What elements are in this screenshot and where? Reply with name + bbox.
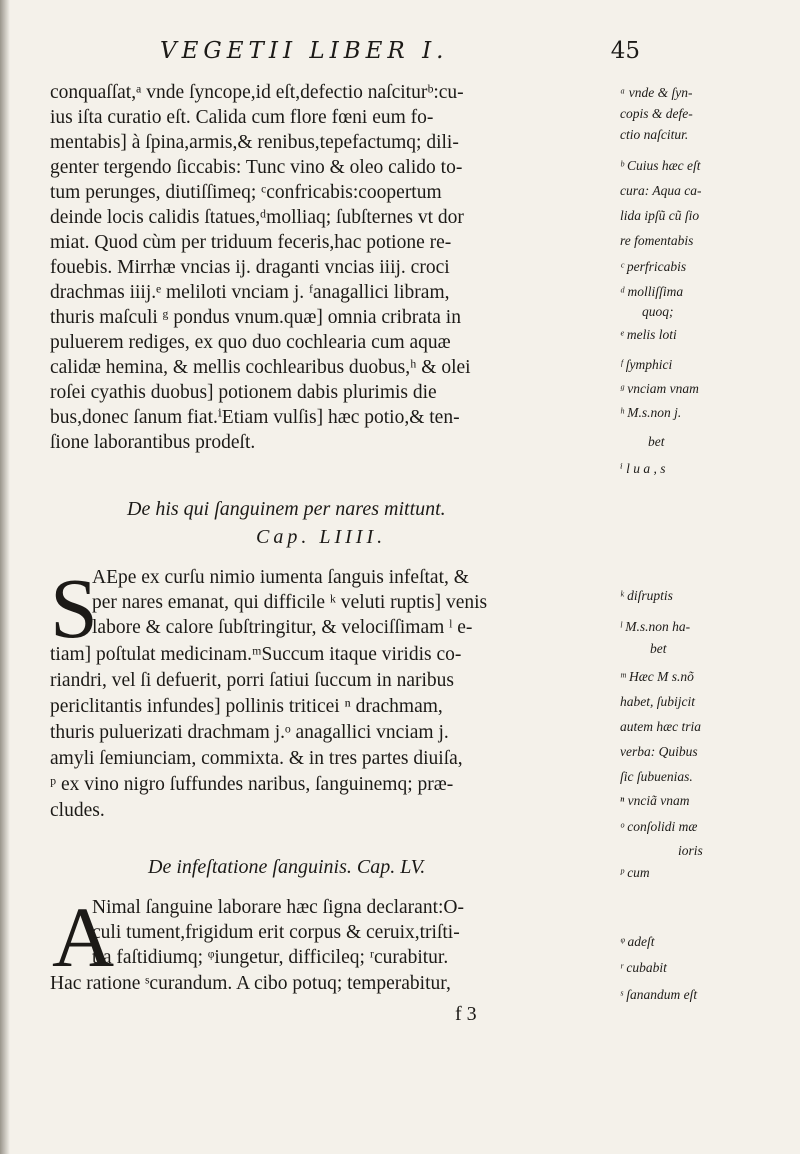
margin-note: ctio naſcitur.	[620, 127, 689, 142]
margin-note: ⁿ vnciã vnam	[620, 793, 690, 808]
margin-note: ʳ cubabit	[620, 960, 667, 975]
text-line: deinde locis calidis ſtatues,ᵈmolliaq; ſubſternes vt dor	[50, 207, 464, 228]
margin-note: ˡ M.s.non ha-	[620, 619, 691, 634]
text-line: Nimal ſanguine laborare hæc ſigna declarant:O-	[92, 897, 464, 918]
text-line: calidæ hemina, & mellis cochlearibus duobus,ʰ & olei	[50, 357, 471, 378]
text-line: thuris puluerizati drachmam j.ᵒ anagallici vnciam j.	[50, 722, 449, 743]
margin-note: copis & defe-	[620, 106, 693, 121]
margin-note: ᵍ vnciam vnam	[620, 381, 699, 396]
margin-note: ᵏ diſruptis	[620, 588, 673, 603]
running-header	[160, 38, 640, 68]
margin-note: bet	[648, 434, 665, 449]
text-line: roſei cyathis duobus] potionem dabis plurimis die	[50, 382, 437, 403]
chapter-heading: De his qui ſanguinem per nares mittunt.	[127, 498, 446, 520]
margin-note: ſic ſubuenias.	[620, 769, 693, 784]
margin-note: quoq;	[642, 304, 674, 319]
margin-note: ᵖ cum	[620, 865, 650, 880]
text-line: culi tument,frigidum erit corpus & ceruix,triſti-	[92, 922, 460, 943]
text-line: tiam] poſtulat medicinam.ᵐSuccum itaque viridis co-	[50, 644, 462, 665]
margin-note: ʰ M.s.non j.	[620, 405, 682, 420]
margin-note: lida ipſũ cũ ſio	[620, 208, 700, 223]
text-line: riandri, vel ſi defuerit, porri ſatiui ſuccum in naribus	[50, 670, 454, 691]
margin-note: ioris	[678, 843, 703, 858]
margin-note: ᵒ conſolidi mæ	[620, 819, 698, 834]
text-line: periclitantis infundes] pollinis triticei ⁿ drachmam,	[50, 696, 443, 717]
margin-note: ᵇ Cuius hæc eſt	[620, 158, 701, 173]
text-line: genter tergendo ſiccabis: Tunc vino & oleo calido to-	[50, 157, 463, 178]
margin-note: re fomentabis	[620, 233, 694, 248]
chapter-heading: De infeſtatione ſanguinis. Cap. LV.	[148, 856, 426, 878]
text-line: AEpe ex curſu nimio iumenta ſanguis infeſtat, &	[92, 567, 469, 588]
text-line: Hac ratione ˢcurandum. A cibo potuq; temperabitur,	[50, 973, 451, 994]
text-line: conquaſſat,ᵃ vnde ſyncope,id eſt,defectio naſciturᵇ:cu-	[50, 82, 464, 103]
text-line: per nares emanat, qui difficile ᵏ veluti ruptis] venis	[92, 592, 488, 613]
margin-note: ᶠ ſymphici	[620, 357, 673, 372]
margin-note: autem hæc tria	[620, 719, 701, 734]
text-line: ſione laborantibus prodeſt.	[50, 432, 256, 453]
text-line: bus,donec ſanum fiat.ⁱEtiam vulſis] hæc potio,& ten-	[50, 407, 460, 428]
margin-note: ᵐ Hæc M s.nõ	[620, 669, 694, 684]
margin-note: ᵃ vnde & ſyn-	[620, 85, 693, 100]
text-line: puluerem rediges, ex quo duo cochlearia cum aquæ	[50, 332, 451, 353]
margin-note: ᵈ molliſſima	[620, 284, 684, 299]
margin-note: ⁱ l u a , s	[620, 461, 666, 476]
margin-note: bet	[650, 641, 667, 656]
margin-note: cura: Aqua ca-	[620, 183, 702, 198]
text-line: tia faſtidiumq; ᵠiungetur, difficileq; ʳcurabitur.	[92, 947, 449, 968]
margin-note: ᵠ adeſt	[620, 934, 655, 949]
text-line: tum perunges, diutiſſimeq; ᶜconfricabis:coopertum	[50, 182, 442, 203]
text-line: mentabis] à ſpina,armis,& renibus,tepefactumq; dili-	[50, 132, 459, 153]
text-line: thuris maſculi ᵍ pondus vnum.quæ] omnia cribrata in	[50, 307, 461, 328]
page-number: 45	[610, 38, 640, 64]
text-line: cludes.	[50, 800, 105, 821]
margin-note: ˢ ſanandum eſt	[620, 987, 698, 1002]
margin-note: habet, ſubijcit	[620, 694, 695, 709]
signature-mark: f 3	[455, 1003, 477, 1025]
text-line: drachmas iiij.ᵉ meliloti vnciam j. ᶠanagallici libram,	[50, 282, 450, 303]
binding-shadow	[0, 0, 10, 1154]
margin-note: verba: Quibus	[620, 744, 698, 759]
running-title: VEGETII LIBER I.	[160, 38, 449, 64]
text-line: ᵖ ex vino nigro ſuffundes naribus, ſanguinemq; præ-	[50, 774, 454, 795]
text-line: miat. Quod cùm per triduum feceris,hac potione re-	[50, 232, 452, 253]
text-line: amyli ſemiunciam, commixta. & in tres partes diuiſa,	[50, 748, 463, 769]
text-line: labore & calore ſubſtringitur, & velociſſimam ˡ e-	[92, 617, 473, 638]
drop-cap-initial: S	[50, 560, 98, 656]
margin-note: ᵉ melis loti	[620, 327, 677, 342]
drop-cap-initial: A	[52, 889, 115, 985]
margin-note: ᶜ perfricabis	[620, 259, 687, 274]
chapter-number: Cap. LIIII.	[256, 526, 387, 548]
text-line: ius iſta curatio eſt. Calida cum flore fœni eum fo-	[50, 107, 434, 128]
text-line: fouebis. Mirrhæ vncias ij. draganti vncias iiij. croci	[50, 257, 450, 278]
